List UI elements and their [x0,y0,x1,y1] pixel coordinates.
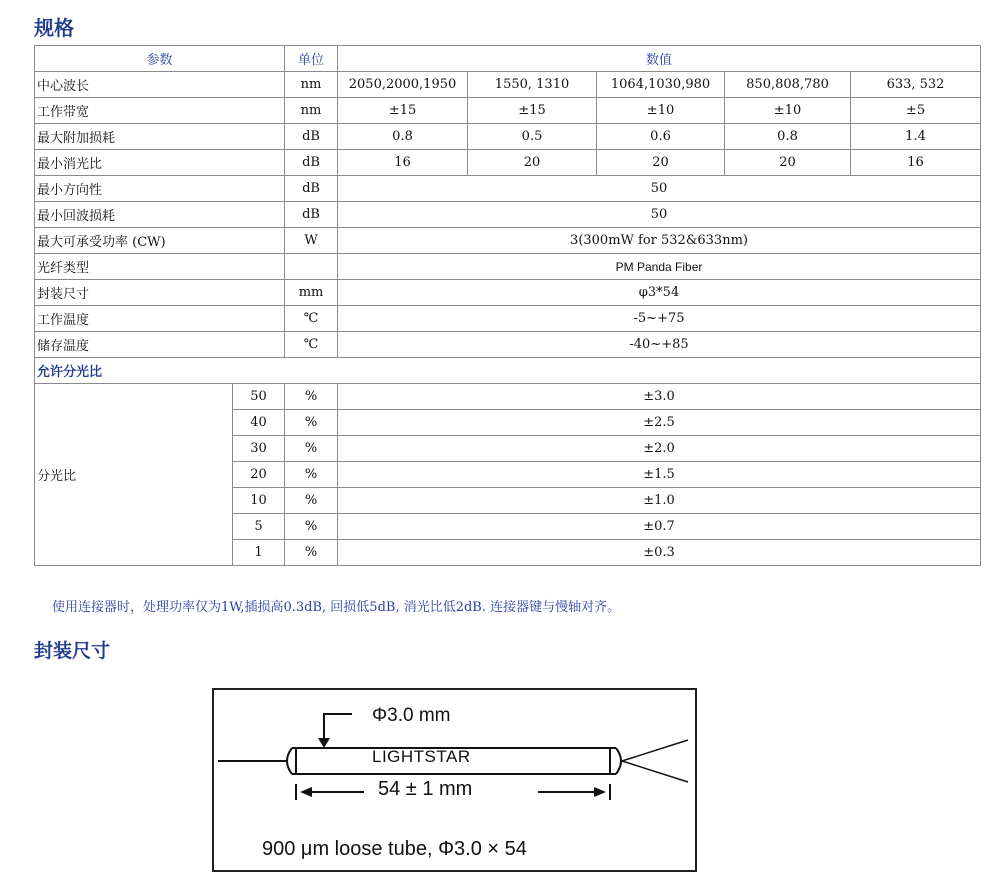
spec-table [34,45,981,566]
value-cell: 633, 532 [851,72,981,98]
value-cell: 1550, 1310 [468,72,597,98]
table-row [35,384,981,410]
value-cell: 3(300mW for 532&633nm) [338,228,981,254]
value-cell: 50 [338,202,981,228]
value-cell: 20 [597,150,725,176]
param-name: 工作带宽 [35,98,285,124]
value-cell: ±5 [851,98,981,124]
param-name: 最小消光比 [35,150,285,176]
split-tolerance: ±2.0 [338,436,981,462]
value-cell: 1.4 [851,124,981,150]
table-row [35,124,981,150]
diameter-arrowhead [318,738,330,748]
param-name: 最大附加损耗 [35,124,285,150]
value-cell: 1064,1030,980 [597,72,725,98]
section-row [35,358,981,384]
param-unit: ℃ [285,306,338,332]
brand-label: LIGHTSTAR [372,747,471,766]
table-row [35,280,981,306]
header-value: 数值 [338,46,981,72]
split-tolerance: ±0.7 [338,514,981,540]
param-unit: W [285,228,338,254]
value-cell: 50 [338,176,981,202]
param-name: 光纤类型 [35,254,285,280]
split-ratio: 50 [233,384,285,410]
split-unit: % [285,410,338,436]
diameter-leader-line [324,714,352,740]
param-unit: nm [285,72,338,98]
header-unit: 单位 [285,46,338,72]
split-ratio: 1 [233,540,285,566]
split-tolerance: ±1.0 [338,488,981,514]
param-unit: dB [285,124,338,150]
split-unit: % [285,384,338,410]
value-cell: 20 [468,150,597,176]
split-unit: % [285,540,338,566]
table-row [35,228,981,254]
value-cell: 16 [338,150,468,176]
param-unit: dB [285,150,338,176]
param-name: 工作温度 [35,306,285,332]
value-cell: ±15 [468,98,597,124]
split-section-title: 允许分光比 [35,358,981,384]
table-row [35,72,981,98]
param-name: 最大可承受功率 (CW) [35,228,285,254]
output-fiber-1 [622,740,688,761]
split-unit: % [285,488,338,514]
param-unit [285,254,338,280]
length-arrow-right [594,787,606,797]
param-name: 储存温度 [35,332,285,358]
split-tolerance: ±2.5 [338,410,981,436]
split-ratio: 5 [233,514,285,540]
value-cell: 0.8 [725,124,851,150]
table-row [35,254,981,280]
table-row [35,306,981,332]
value-cell: φ3*54 [338,280,981,306]
value-cell: 0.6 [597,124,725,150]
table-row [35,202,981,228]
split-ratio: 30 [233,436,285,462]
split-tolerance: ±1.5 [338,462,981,488]
value-cell: 0.5 [468,124,597,150]
package-title: 封装尺寸 [34,640,111,662]
split-ratio: 40 [233,410,285,436]
diameter-label: Φ3.0 mm [372,705,451,726]
split-ratio: 10 [233,488,285,514]
split-tolerance: ±0.3 [338,540,981,566]
table-row [35,98,981,124]
param-unit: dB [285,202,338,228]
value-cell: ±10 [597,98,725,124]
split-ratio: 20 [233,462,285,488]
output-fiber-2 [622,761,688,782]
diagram-caption: 900 μm loose tube, Φ3.0 × 54 [262,838,527,860]
value-cell: -5~+75 [338,306,981,332]
split-unit: % [285,462,338,488]
param-name: 最小方向性 [35,176,285,202]
table-header-row [35,46,981,72]
value-cell: 2050,2000,1950 [338,72,468,98]
spec-title: 规格 [34,16,74,40]
header-param: 参数 [35,46,285,72]
value-cell: 0.8 [338,124,468,150]
table-row [35,150,981,176]
param-unit: nm [285,98,338,124]
value-cell: PM Panda Fiber [338,254,981,280]
tube-left-cap [287,748,292,774]
length-label: 54 ± 1 mm [378,778,473,800]
param-name: 最小回波损耗 [35,202,285,228]
table-row [35,176,981,202]
split-unit: % [285,436,338,462]
param-unit: ℃ [285,332,338,358]
split-name: 分光比 [35,384,233,566]
split-unit: % [285,514,338,540]
tube-right-cap [616,748,621,774]
length-arrow-left [300,787,312,797]
value-cell: ±15 [338,98,468,124]
param-name: 中心波长 [35,72,285,98]
param-unit: dB [285,176,338,202]
value-cell: 850,808,780 [725,72,851,98]
value-cell: ±10 [725,98,851,124]
connector-note: 使用连接器时，处理功率仅为1W,插损高0.3dB, 回损低5dB, 消光比低2dB. 连接器键与慢轴对齐。 [52,600,621,615]
split-tolerance: ±3.0 [338,384,981,410]
value-cell: -40~+85 [338,332,981,358]
param-unit: mm [285,280,338,306]
param-name: 封装尺寸 [35,280,285,306]
value-cell: 20 [725,150,851,176]
table-row [35,332,981,358]
value-cell: 16 [851,150,981,176]
